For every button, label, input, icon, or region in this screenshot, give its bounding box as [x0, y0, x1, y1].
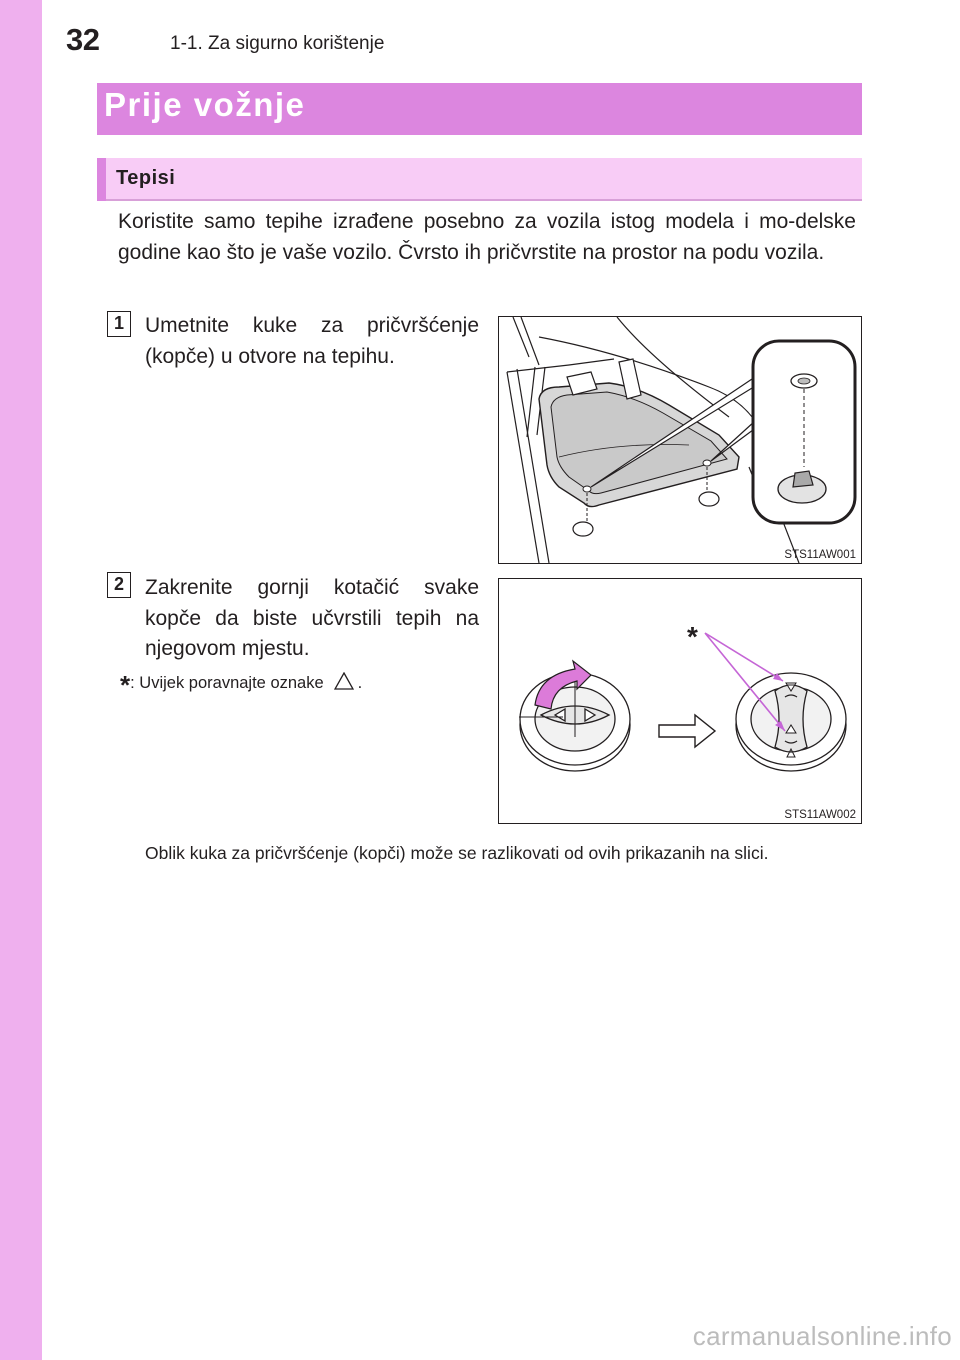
note [120, 664, 363, 700]
intro-paragraph: Koristite samo tepihe izrađene posebno za vozila istog modela i mo-delske godine kao što je vaše vozilo. Čvrsto ih pričvrstite na prostor na podu vozila. [118, 210, 856, 264]
section-title: Prije vožnje [104, 86, 306, 123]
figure-asterisk-marker: * [687, 621, 698, 652]
floor-mat-illustration [499, 317, 861, 563]
step-number-1: 1 [107, 311, 131, 337]
step-text-2: Zakrenite gornji kotačić svake kopče da biste učvrstili tepih na njegovom mjestu. [145, 576, 479, 660]
note-suffix: . [357, 674, 363, 692]
figure-floor-mat [498, 316, 862, 564]
triangle-mark-icon [334, 672, 354, 695]
note-marker: * [120, 670, 131, 700]
step-text-1: Umetnite kuke za pričvršćenje (kopče) u otvore na tepihu. [145, 314, 479, 368]
figure-code-2: STS11AW002 [784, 809, 856, 821]
subsection-bar [97, 158, 862, 201]
figure-code-1: STS11AW001 [784, 549, 856, 561]
clip-rotation-illustration [499, 579, 861, 823]
subsection-title: Tepisi [116, 167, 176, 189]
footnote: Oblik kuka za pričvršćenje (kopči) može se razlikovati od ovih prikazanih na slici. [145, 843, 769, 863]
step-number-2: 2 [107, 572, 131, 598]
watermark: carmanualsonline.info [692, 1321, 952, 1351]
page-number: 32 [66, 22, 100, 57]
subsection-accent [97, 158, 106, 201]
note-text: : Uvijek poravnajte oznake [130, 674, 324, 692]
chapter-heading: 1-1. Za sigurno korištenje [170, 33, 385, 54]
figure-clip-rotation [498, 578, 862, 824]
side-strip [0, 0, 42, 1360]
